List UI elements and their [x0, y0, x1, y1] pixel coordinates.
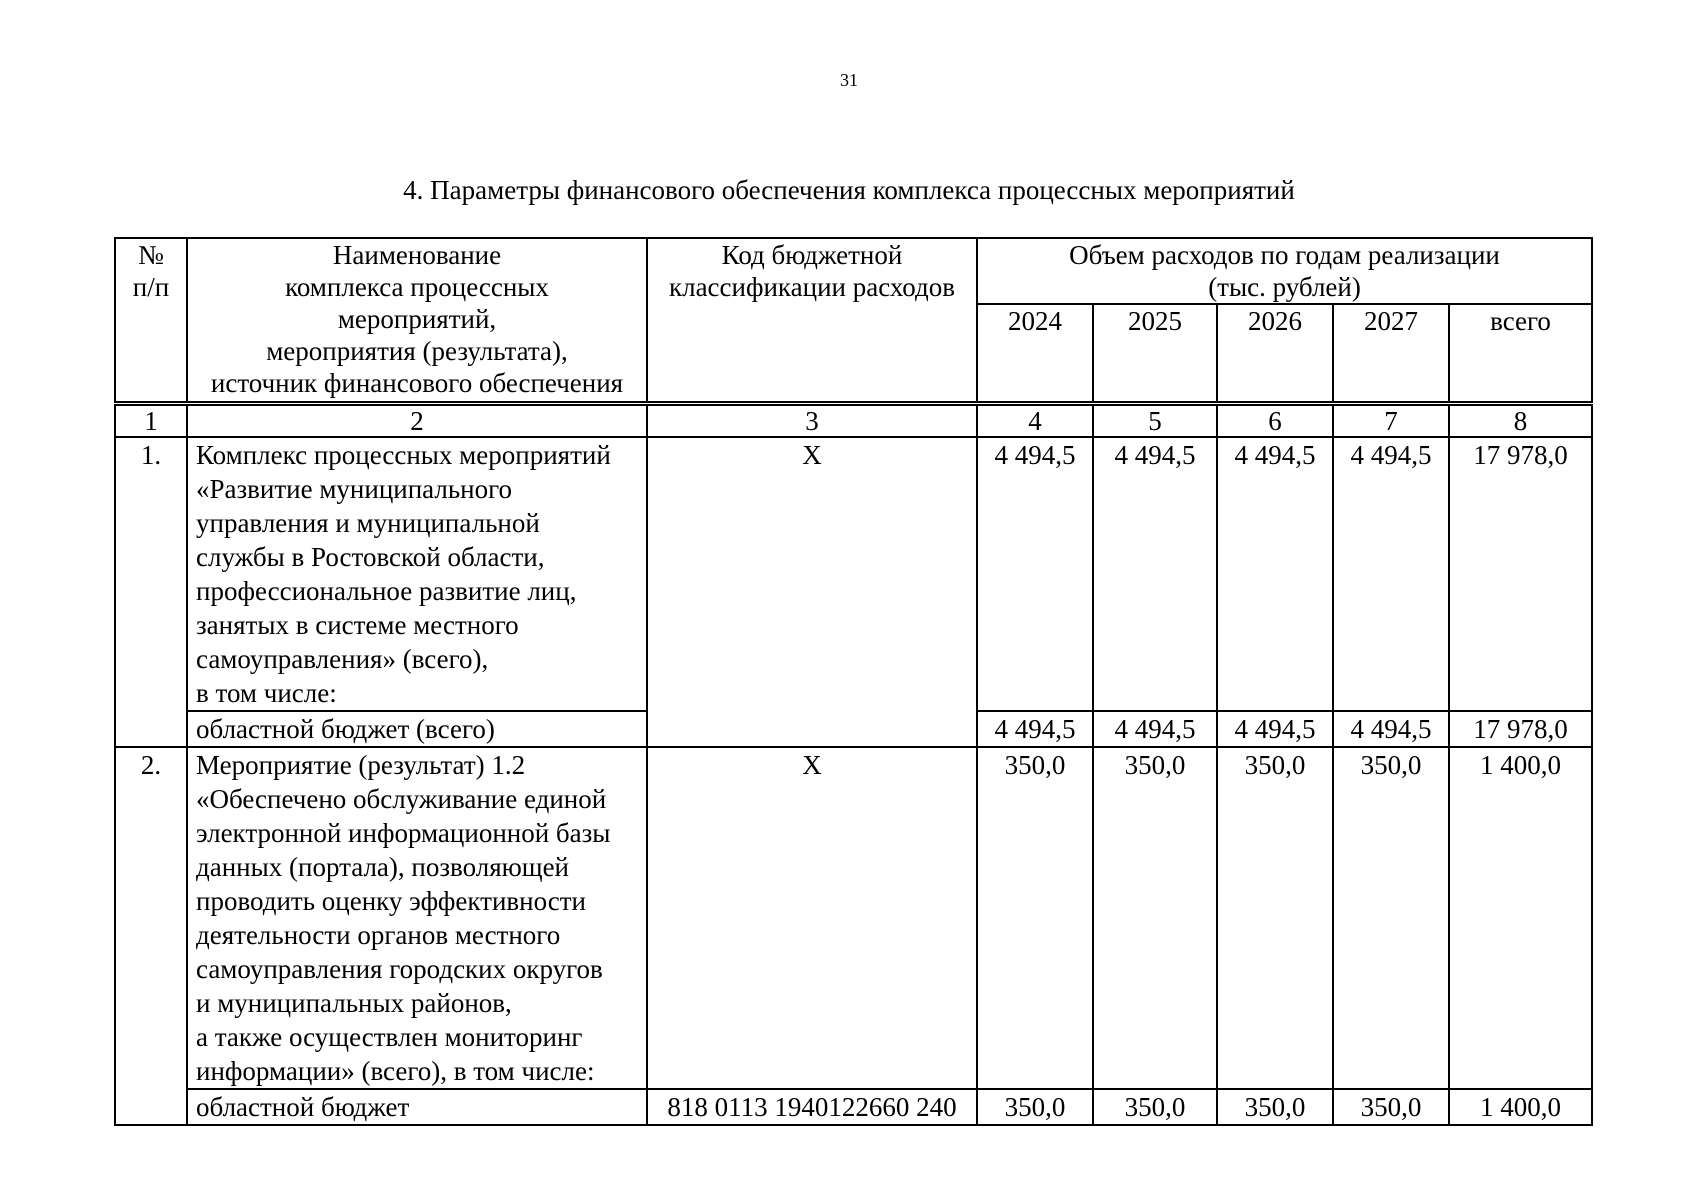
page-number: 31	[840, 70, 858, 90]
header-volume-line: Объем расходов по годам реализации	[1069, 240, 1500, 270]
header-row	[115, 238, 1592, 304]
row-name-line: профессиональное развитие лиц,	[196, 576, 577, 606]
subrow-value-2025: 4 494,5	[1093, 711, 1217, 747]
column-number: 5	[1093, 404, 1217, 438]
row-name-line: данных (портала), позволяющей	[196, 852, 570, 882]
subrow-value-total: 17 978,0	[1449, 711, 1592, 747]
subrow-value-2026: 4 494,5	[1217, 711, 1333, 747]
row-name-line: а также осуществлен мониторинг	[196, 1022, 583, 1052]
subrow-name: областной бюджет	[187, 1089, 647, 1125]
row-code: Х	[647, 747, 977, 1089]
header-code-line: классификации расходов	[668, 272, 956, 302]
column-number: 1	[115, 404, 187, 438]
header-code-line: Код бюджетной	[721, 240, 903, 270]
column-number: 6	[1217, 404, 1333, 438]
header-name-line: источник финансового обеспечения	[210, 368, 624, 398]
row-name-line: управления и муниципальной	[196, 508, 540, 538]
row-value-2024: 4 494,5	[977, 437, 1093, 711]
subrow-code: 818 0113 1940122660 240	[647, 1089, 977, 1125]
row-value-2026: 4 494,5	[1217, 437, 1333, 711]
subrow-value-2027: 4 494,5	[1333, 711, 1449, 747]
row-name	[187, 747, 647, 1089]
subrow-value-total: 1 400,0	[1449, 1089, 1592, 1125]
row-value-2024: 350,0	[977, 747, 1093, 1089]
row-code: Х	[647, 437, 977, 747]
row-value-2025: 4 494,5	[1093, 437, 1217, 711]
row-name-line: в том числе:	[196, 678, 337, 708]
header-volume	[977, 238, 1592, 304]
row-name-line: Мероприятие (результат) 1.2	[196, 750, 526, 780]
row-num: 2.	[115, 747, 187, 1125]
row-name-line: занятых в системе местного	[196, 610, 519, 640]
header-year-2025: 2025	[1093, 304, 1217, 404]
header-year-2026: 2026	[1217, 304, 1333, 404]
row-name-line: «Обеспечено обслуживание единой	[196, 784, 607, 814]
row-name-line: электронной информационной базы	[196, 818, 611, 848]
page-title: 4. Параметры финансового обеспечения комплекса процессных мероприятий	[403, 175, 1295, 205]
header-name-line: комплекса процессных	[285, 272, 549, 302]
row-name-line: проводить оценку эффективности	[196, 886, 587, 916]
table-subrow	[115, 1089, 1592, 1125]
subrow-value-2026: 350,0	[1217, 1089, 1333, 1125]
row-name-line: «Развитие муниципального	[196, 474, 513, 504]
row-value-total: 17 978,0	[1449, 437, 1592, 711]
subrow-value-2025: 350,0	[1093, 1089, 1217, 1125]
header-num-label: № п/п	[132, 240, 170, 302]
row-name-line: и муниципальных районов,	[196, 988, 512, 1018]
subrow-value-2024: 4 494,5	[977, 711, 1093, 747]
header-name	[187, 238, 647, 404]
header-year-2024: 2024	[977, 304, 1093, 404]
header-code	[647, 238, 977, 404]
column-number: 2	[187, 404, 647, 438]
row-value-2027: 4 494,5	[1333, 437, 1449, 711]
row-name-line: деятельности органов местного	[196, 920, 561, 950]
row-value-2026: 350,0	[1217, 747, 1333, 1089]
row-name-line: самоуправления городских округов	[196, 954, 603, 984]
header-total: всего	[1449, 304, 1592, 404]
column-numbers-row	[115, 404, 1592, 438]
header-name-line: мероприятия (результата),	[266, 336, 568, 366]
table-row	[115, 437, 1592, 711]
row-name-line: Комплекс процессных мероприятий	[196, 440, 611, 470]
financing-table	[114, 237, 1593, 1126]
row-value-2027: 350,0	[1333, 747, 1449, 1089]
column-number: 7	[1333, 404, 1449, 438]
row-value-total: 1 400,0	[1449, 747, 1592, 1089]
row-num: 1.	[115, 437, 187, 747]
table-row	[115, 747, 1592, 1089]
header-name-line: Наименование	[332, 240, 502, 270]
subrow-value-2024: 350,0	[977, 1089, 1093, 1125]
column-number: 3	[647, 404, 977, 438]
subrow-value-2027: 350,0	[1333, 1089, 1449, 1125]
column-number: 4	[977, 404, 1093, 438]
column-number: 8	[1449, 404, 1592, 438]
row-name-line: службы в Ростовской области,	[196, 542, 545, 572]
row-name	[187, 437, 647, 711]
header-num	[115, 238, 187, 404]
row-name-line: информации» (всего), в том числе:	[196, 1056, 595, 1086]
header-name-line: мероприятий,	[337, 304, 497, 334]
header-year-2027: 2027	[1333, 304, 1449, 404]
subrow-name: областной бюджет (всего)	[187, 711, 647, 747]
row-name-line: самоуправления» (всего),	[196, 644, 489, 674]
header-volume-line: (тыс. рублей)	[1208, 272, 1361, 302]
row-value-2025: 350,0	[1093, 747, 1217, 1089]
